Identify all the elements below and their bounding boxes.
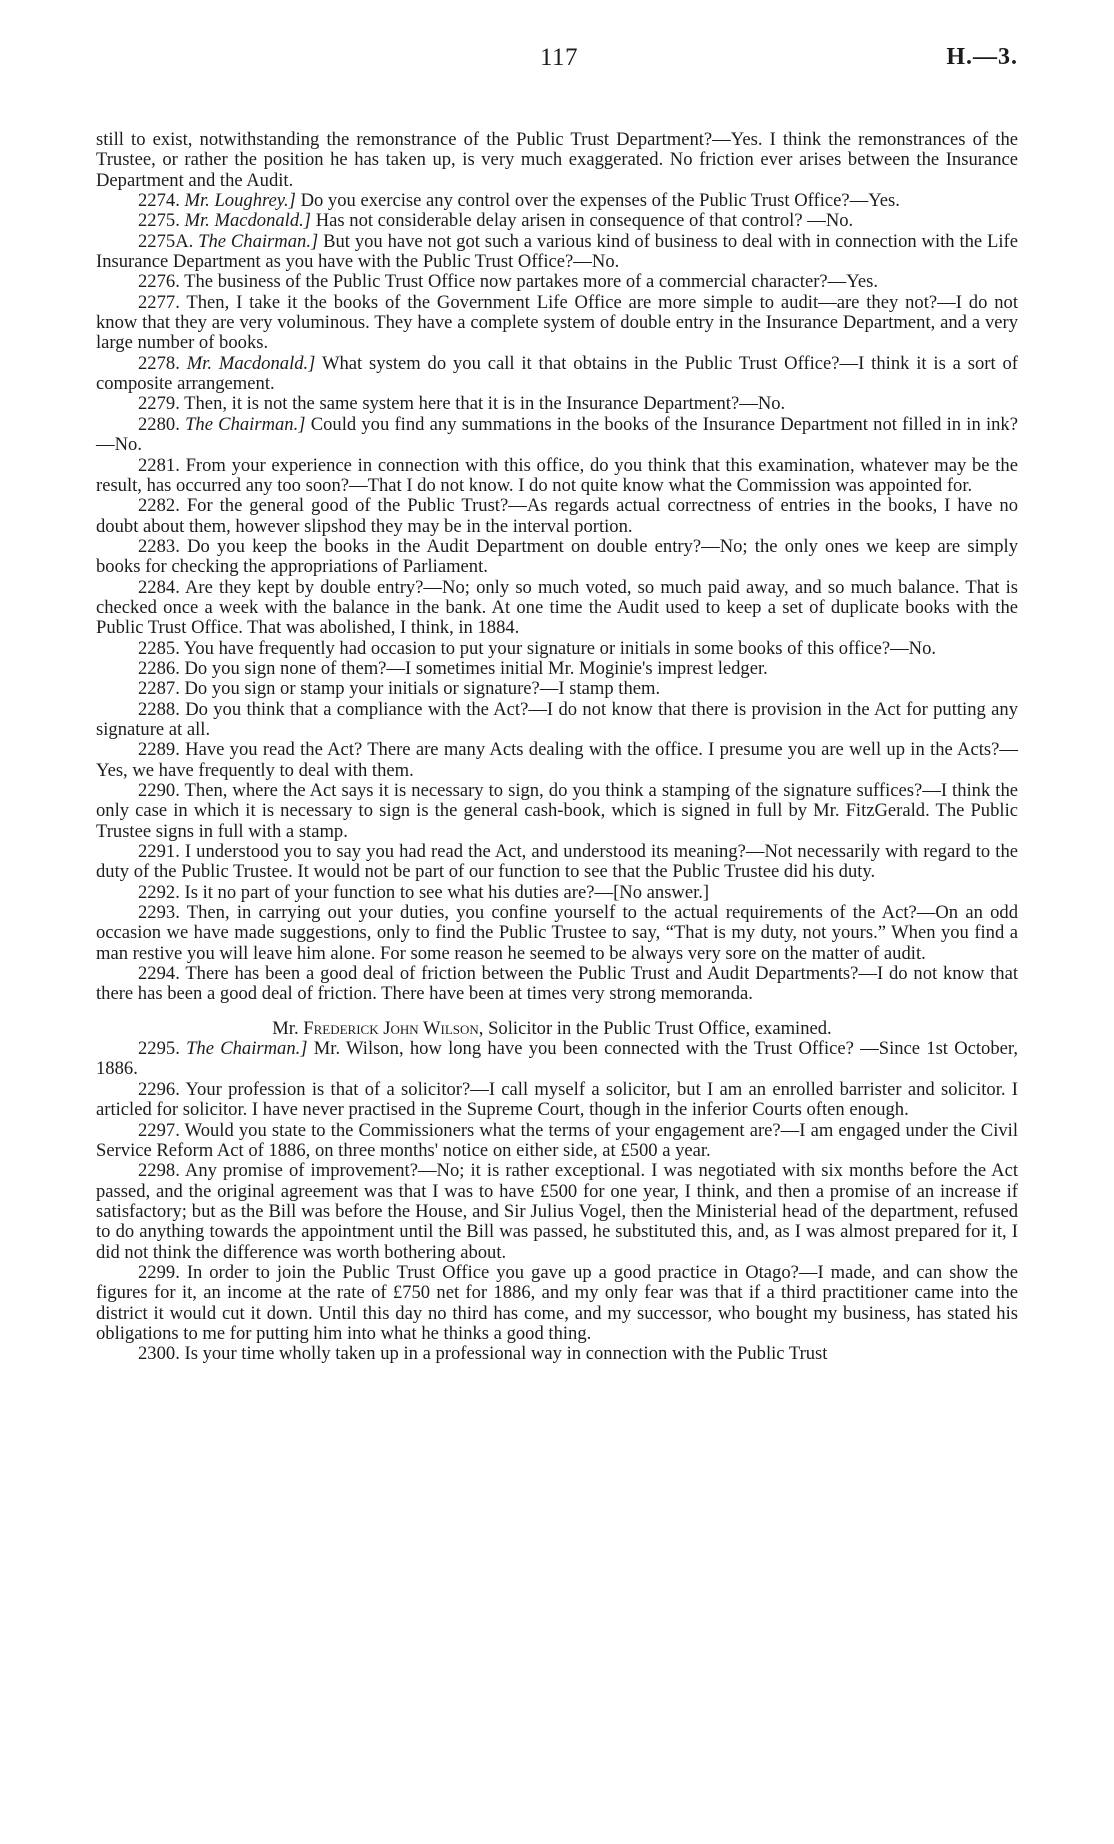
question-2296: 2296. Your profession is that of a solicitor?—I call myself a solicitor, but I am an enrolled barrister and solicitor. I articled for solicitor. I have never practised in the Supreme Court, though in the inferior Courts often enough. <box>96 1078 1018 1121</box>
question-2277: 2277. Then, I take it the books of the Government Life Office are more simple to audit—are they not?—I do not know that they are very voluminous. They have a complete system of double entry in the Insurance Department, and a very large number of books. <box>96 291 1018 354</box>
witness-name: Frederick John Wilson <box>303 1017 479 1039</box>
question-2290: 2290. Then, where the Act says it is necessary to sign, do you think a stamping of the signature suffices?—I think the only case in which it is necessary to sign is the general cash-book, which is signed in full by Mr. FitzGerald. The Public Trustee signs in full with a stamp. <box>96 780 1019 842</box>
question-2297: 2297. Would you state to the Commissioners what the terms of your engagement are?—I am engaged under the Civil Service Reform Act of 1886, on three months' notice on either side, at £500 a year. <box>96 1119 1018 1161</box>
question-2280: 2280. The Chairman.] Could you find any summations in the books of the Insurance Department not filled in in ink?—No. <box>96 413 1018 456</box>
question-2287: 2287. Do you sign or stamp your initials or signature?—I stamp them. <box>138 678 661 700</box>
question-2299: 2299. In order to join the Public Trust Office you gave up a good practice in Otago?—I made, and can show the figures for it, an income at the rate of £750 net for 1886, and my only fear was that if a third practitioner came into the district it would cut it down. Until this day no third has come, and my successor, who bought my business, has stated his obligations to me for putting him into what he thinks a good thing. <box>96 1261 1018 1344</box>
witness-heading: Mr. Frederick John Wilson, Solicitor in the Public Trust Office, examined. <box>272 1017 832 1039</box>
question-2284: 2284. Are they kept by double entry?—No; only so much voted, so much paid away, and so much balance. That is checked once a week with the balance in the bank. At one time the Audit used to keep a set of duplicate books with the Public Trust Office. That was abolished, I think, in 1884. <box>96 576 1018 639</box>
question-2282: 2282. For the general good of the Public Trust?—As regards actual correctness of entries in the books, I have no doubt about them, however slipshod they may be in the interval portion. <box>96 495 1018 537</box>
question-2288: 2288. Do you think that a compliance with the Act?—I do not know that there is provision in the Act for putting any signature at all. <box>96 698 1018 740</box>
question-2275: 2275. Mr. Macdonald.] Has not considerable delay arisen in consequence of that control? —No. <box>138 210 854 232</box>
question-2295: 2295. The Chairman.] Mr. Wilson, how long have you been connected with the Trust Office? —Since 1st October, 1886. <box>96 1038 1018 1080</box>
document-body <box>96 130 1018 1365</box>
question-2275a: 2275A. The Chairman.] But you have not got such a various kind of business to deal with in connection with the Life Insurance Department as you have with the Public Trust Office?—No. <box>96 230 1019 273</box>
question-2285: 2285. You have frequently had occasion to put your signature or initials in some books of this office?—No. <box>138 637 937 659</box>
question-2300: 2300. Is your time wholly taken up in a professional way in connection with the Public Trust <box>138 1343 828 1365</box>
question-2292: 2292. Is it no part of your function to see what his duties are?—[No answer.] <box>138 881 710 903</box>
paragraph-continuation: still to exist, notwithstanding the remonstrance of the Public Trust Department?—Yes. I think the remonstrances of the Trustee, or rather the position he has taken up, is very much exaggerated. No friction ever arises between the Insurance Department and the Audit. <box>96 129 1018 191</box>
question-2286: 2286. Do you sign none of them?—I sometimes initial Mr. Moginie's imprest ledger. <box>138 657 768 679</box>
question-2278: 2278. Mr. Macdonald.] What system do you call it that obtains in the Public Trust Office?—I think it is a sort of composite arrangement. <box>96 352 1018 395</box>
question-2279: 2279. Then, it is not the same system here that it is in the Insurance Department?—No. <box>138 393 786 415</box>
question-2289: 2289. Have you read the Act? There are many Acts dealing with the office. I presume you are well up in the Acts?—Yes, we have frequently to deal with them. <box>96 739 1018 781</box>
question-2276: 2276. The business of the Public Trust Office now partakes more of a commercial character?—Yes. <box>138 271 878 293</box>
question-2274: 2274. Mr. Loughrey.] Do you exercise any control over the expenses of the Public Trust Office?—Yes. <box>138 190 900 212</box>
question-2298: 2298. Any promise of improvement?—No; it is rather exceptional. I was negotiated with six months before the Act passed, and the original agreement was that I was to have £500 for one year, I think, and then a promise of an increase if satisfactory; but as the Bill was before the House, and Sir Julius Vogel, then the Ministerial head of the department, refused to do anything towards the appointment until the Bill was passed, he substituted this, and, as I was almost prepared for it, I did not think the difference was worth bothering about. <box>96 1160 1018 1263</box>
page-header <box>100 44 1018 94</box>
question-2293: 2293. Then, in carrying out your duties, you confine yourself to the actual requirements of the Act?—On an odd occasion we have made suggestions, only to find the Public Trustee to say, “That is my duty, not yours.” When you find a man restive you will leave him alone. For some reason he seemed to be always very sore on the matter of audit. <box>96 902 1018 964</box>
question-2294: 2294. There has been a good deal of friction between the Public Trust and Audit Departments?—I do not know that there has been a good deal of friction. There have been at times very strong memoranda. <box>96 963 1019 1005</box>
document-reference: H.—3. <box>946 44 1018 70</box>
page-number: 117 <box>539 44 579 71</box>
question-2283: 2283. Do you keep the books in the Audit Department on double entry?—No; the only ones we keep are simply books for checking the appropriations of Parliament. <box>96 535 1018 578</box>
question-2291: 2291. I understood you to say you had read the Act, and understood its meaning?—Not necessarily with regard to the duty of the Public Trustee. It would not be part of our function to see that the Public Trustee did his duty. <box>96 841 1018 883</box>
question-2281: 2281. From your experience in connection with this office, do you think that this examination, whatever may be the result, has occurred any too soon?—That I do not know. I do not quite know what the Commission was appointed for. <box>96 454 1018 496</box>
